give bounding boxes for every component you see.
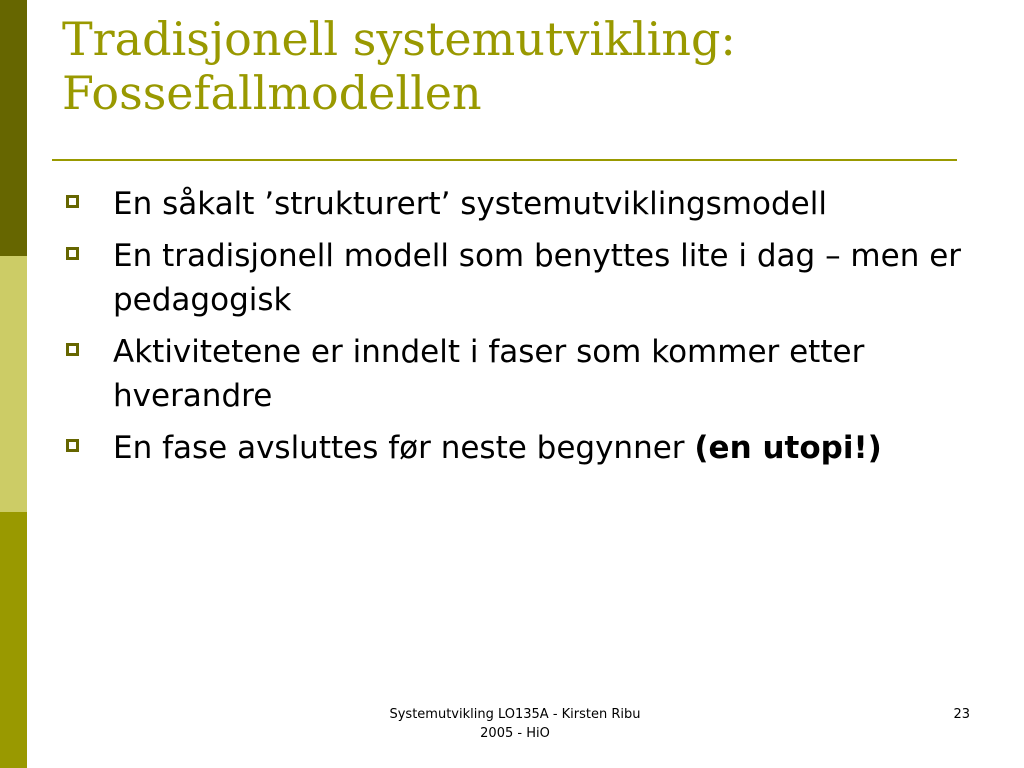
bullet-text: En såkalt ’strukturert’ systemutviklingsmodell — [113, 186, 827, 222]
slide-title: Tradisjonell systemutvikling: Fossefallmodellen — [62, 12, 736, 120]
bullet-text: En tradisjonell modell som benyttes lite i dag – men er pedagogisk — [113, 238, 962, 318]
footer-line: Systemutvikling LO135A - Kirsten Ribu — [389, 707, 641, 722]
square-bullet-icon — [66, 247, 79, 260]
footer-line: 2005 - HiO — [480, 726, 550, 741]
bullet-text: Aktivitetene er inndelt i faser som kommer etter hverandre — [113, 334, 865, 414]
sidebar-segment-light — [0, 256, 27, 512]
bullet-list — [62, 182, 962, 478]
square-bullet-icon — [66, 343, 79, 356]
bullet-bold-text: (en utopi!) — [694, 430, 882, 466]
sidebar-segment-mid — [0, 512, 27, 768]
bullet-item — [62, 426, 962, 470]
page-number: 23 — [953, 707, 970, 722]
sidebar-segment-dark — [0, 0, 27, 256]
square-bullet-icon — [66, 195, 79, 208]
slide-footer — [360, 705, 670, 743]
bullet-item — [62, 182, 962, 226]
title-divider — [52, 159, 957, 161]
bullet-item — [62, 330, 962, 418]
square-bullet-icon — [66, 439, 79, 452]
bullet-text: En fase avsluttes før neste begynner — [113, 430, 695, 466]
bullet-item — [62, 234, 962, 322]
